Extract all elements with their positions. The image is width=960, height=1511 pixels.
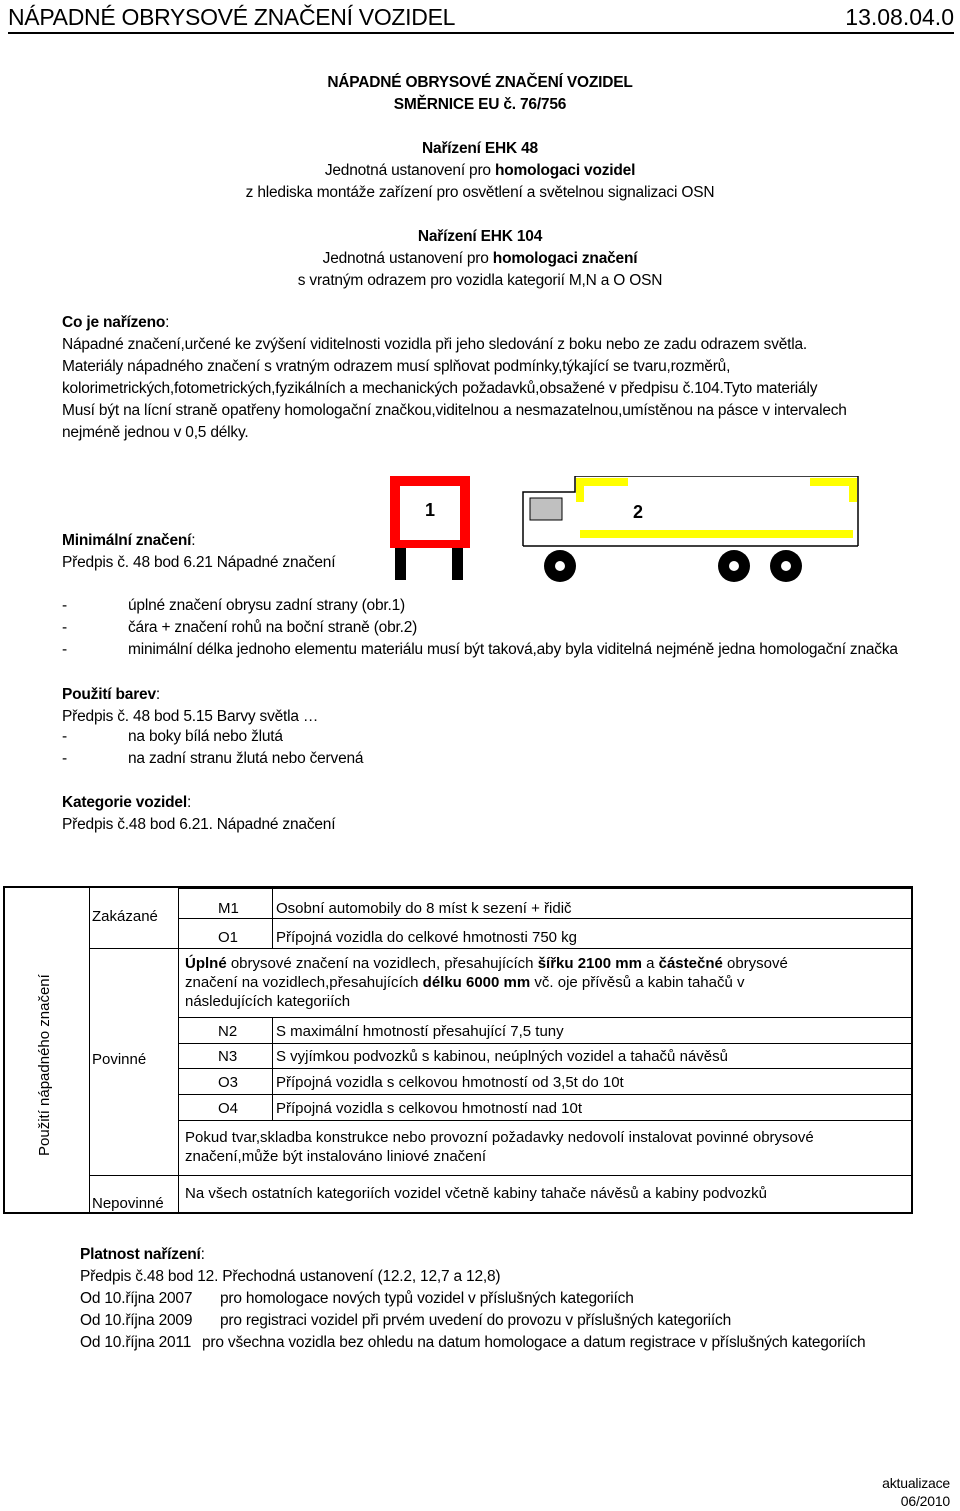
ehk104-line1: Jednotná ustanovení pro homologaci značení — [322, 250, 638, 267]
what-line: Materiály nápadného značení s vratným odrazem musí splňovat podmínky,týkající se tvaru,rozměrů, — [62, 358, 731, 375]
ehk104-title: Nařízení EHK 104 — [417, 228, 543, 245]
what-line: Nápadné značení,určené ke zvýšení viditelnosti vozidla při jeho sledování z boku nebo ze zadu odrazem světla. — [62, 336, 808, 353]
desc-o3: Přípojná vozidla s celkovou hmotností od 3,5t do 10t — [276, 1074, 624, 1091]
table-divider — [178, 888, 913, 889]
colors-heading: Použití barev: — [62, 686, 160, 703]
table-divider — [178, 918, 913, 919]
ehk48-line1: Jednotná ustanovení pro homologaci vozidel — [324, 162, 636, 179]
code-n2: N2 — [218, 1023, 238, 1040]
code-m1: M1 — [218, 900, 239, 917]
what-line: kolorimetrických,fotometrických,fyzikálních a mechanických požadavků,obsažené v předpisu č.104.Tyto materiály — [62, 380, 818, 397]
what-line: nejméně jednou v 0,5 délky. — [62, 424, 249, 441]
full-marking-line3: následujících kategoriích — [185, 993, 351, 1010]
what-section — [62, 312, 942, 444]
validity-sub: Předpis č.48 bod 12. Přechodná ustanovení (12.2, 12,7 a 12,8) — [80, 1268, 501, 1285]
table-divider — [89, 886, 90, 1214]
code-o1: O1 — [218, 929, 239, 946]
categories-heading: Kategorie vozidel: — [62, 794, 192, 811]
page-title: NÁPADNÉ OBRYSOVÉ ZNAČENÍ VOZIDEL — [8, 4, 456, 30]
table-divider — [178, 1120, 913, 1121]
note-line1: Pokud tvar,skladba konstrukce nebo provozní požadavky nedovolí instalovat povinné obrysové — [185, 1129, 814, 1146]
full-marking-line1: Úplné obrysové značení na vozidlech, přesahujících šířku 2100 mm a částečné obrysové — [185, 955, 788, 972]
colors-sub: Předpis č. 48 bod 5.15 Barvy světla … — [62, 708, 319, 725]
table-divider — [178, 1043, 913, 1044]
validity-row: Od 10.října 2011 pro všechna vozidla bez ohledu na datum homologace a datum registrace v příslušných kategoriích — [80, 1334, 866, 1351]
categories-section — [62, 792, 942, 836]
validity-row: Od 10.října 2009 pro registraci vozidel při prvém uvedení do provozu v příslušných kategoriích — [80, 1312, 731, 1329]
ehk104-line2: s vratným odrazem pro vozidla kategorií M,N a O OSN — [297, 272, 663, 289]
validity-row: Od 10.října 2007 pro homologace nových typů vozidel v příslušných kategoriích — [80, 1290, 634, 1307]
desc-n2: S maximální hmotností přesahující 7,5 tuny — [276, 1023, 564, 1040]
validity-section — [80, 1244, 866, 1354]
intro-title: NÁPADNÉ OBRYSOVÉ ZNAČENÍ VOZIDEL — [327, 74, 633, 91]
document-code: 13.08.04.0 — [845, 4, 954, 30]
what-heading: Co je nařízeno: — [62, 314, 170, 331]
desc-o4: Přípojná vozidla s celkovou hmotností nad 10t — [276, 1100, 583, 1117]
optional-desc: Na všech ostatních kategoriích vozidel včetně kabiny tahače návěsů a kabiny podvozků — [185, 1185, 768, 1202]
validity-heading: Platnost nařízení: — [80, 1246, 205, 1263]
table-divider — [89, 948, 913, 949]
intro-block — [0, 72, 960, 292]
table-divider — [89, 1175, 913, 1176]
minimal-section — [62, 530, 942, 574]
code-o3: O3 — [218, 1074, 239, 1091]
group-forbidden: Zakázané — [92, 908, 158, 925]
page-header — [8, 4, 954, 34]
table-divider — [178, 886, 179, 1214]
table-divider — [178, 1017, 913, 1018]
what-line: Musí být na lícní straně opatřeny homologační značkou,viditelnou a nesmazatelnou,umístěnou na pásce v intervalech — [62, 402, 847, 419]
update-date: 06/2010 — [900, 1493, 950, 1509]
update-stamp — [882, 1474, 950, 1510]
colors-section — [62, 684, 942, 728]
ehk48-line2: z hlediska montáže zařízení pro osvětlení a světelnou signalizaci OSN — [245, 184, 715, 201]
group-required: Povinné — [92, 1051, 147, 1068]
figure-label-2: 2 — [632, 502, 644, 522]
update-label: aktualizace — [882, 1475, 950, 1491]
code-n3: N3 — [218, 1048, 238, 1065]
full-marking-line2: značení na vozidlech,přesahujících délku 6000 mm vč. oje přívěsů a kabin tahačů v — [185, 974, 745, 991]
ehk48-title: Nařízení EHK 48 — [422, 140, 538, 157]
desc-n3: S vyjímkou podvozků s kabinou, neúplných vozidel a tahačů návěsů — [276, 1048, 728, 1065]
desc-o1: Přípojná vozidla do celkové hmotnosti 750 kg — [276, 929, 578, 946]
figure-label-1: 1 — [424, 500, 436, 520]
intro-directive: SMĚRNICE EU č. 76/756 — [393, 96, 567, 113]
minimal-heading: Minimální značení: — [62, 532, 196, 549]
table-divider — [178, 1094, 913, 1095]
note-line2: značení,může být instalováno liniové značení — [185, 1148, 487, 1165]
table-divider — [178, 1068, 913, 1069]
minimal-sub: Předpis č. 48 bod 6.21 Nápadné značení — [62, 554, 336, 571]
categories-sub: Předpis č.48 bod 6.21. Nápadné značení — [62, 816, 336, 833]
table-side-label: Použití nápadného značení — [36, 974, 53, 1156]
desc-m1: Osobní automobily do 8 míst k sezení + řidič — [276, 900, 572, 917]
code-o4: O4 — [218, 1100, 239, 1117]
group-optional: Nepovinné — [92, 1195, 164, 1212]
